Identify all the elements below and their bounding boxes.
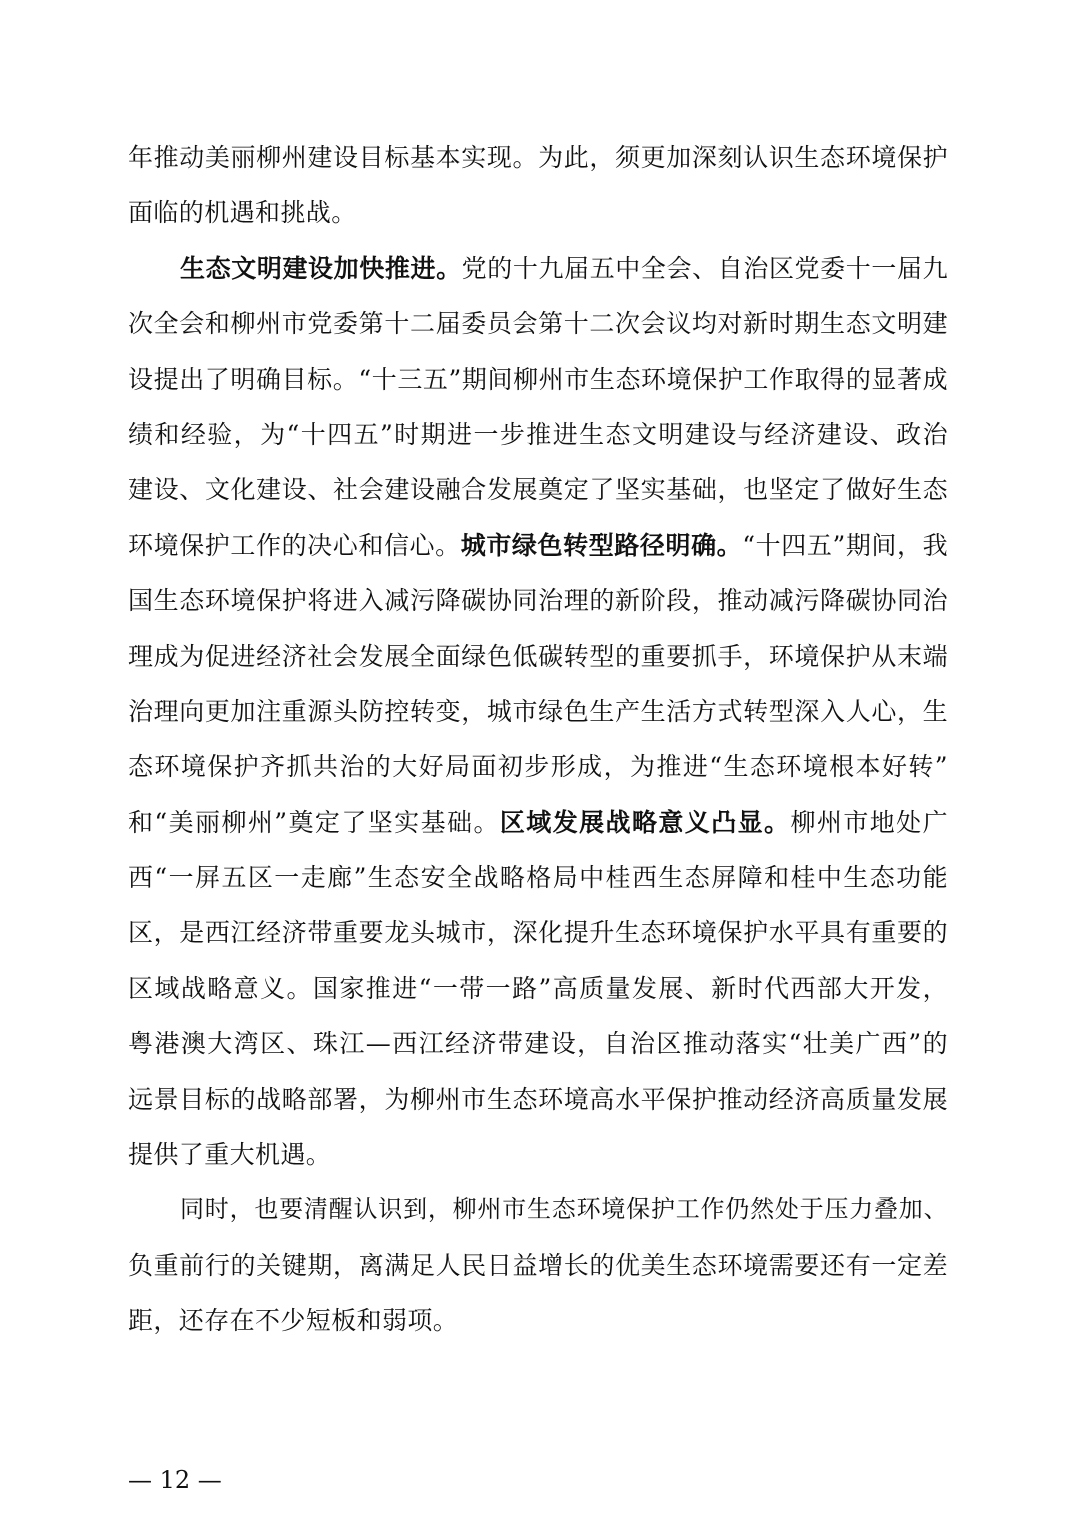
text-line [128, 905, 948, 960]
text-run: 同时，也要清醒认识到，柳州市生态环境保护工作仍然处于压力叠加、 [180, 1195, 948, 1224]
text-run: 远景目标的战略部署，为柳州市生态环境高水平保护推动经济高质量发展 [128, 1084, 948, 1114]
text-line [128, 241, 948, 296]
text-run: 建设、文化建设、社会建设融合发展奠定了坚实基础，也坚定了做好生态 [128, 475, 948, 505]
text-run: 区域战略意义。国家推进“一带一路”高质量发展、新时代西部大开发， [128, 973, 948, 1003]
text-run: 态环境保护齐抓共治的大好局面初步形成，为推进“生态环境根本好转” [128, 752, 948, 782]
text-line [128, 795, 948, 850]
text-line [128, 185, 948, 240]
text-run: 西“一屏五区一走廊”生态安全战略格局中桂西生态屏障和桂中生态功能 [128, 863, 948, 893]
text-line [128, 1293, 948, 1348]
text-run: 治理向更加注重源头防控转变，城市绿色生产生活方式转型深入人心，生 [128, 696, 948, 726]
text-run: 理成为促进经济社会发展全面绿色低碳转型的重要抓手，环境保护从末端 [128, 641, 948, 671]
text-line [128, 462, 948, 517]
text-line [128, 1072, 948, 1127]
text-line [128, 850, 948, 905]
text-run: 负重前行的关键期，离满足人民日益增长的优美生态环境需要还有一定差 [128, 1250, 948, 1280]
text-run: 和“美丽柳州”奠定了坚实基础。 [128, 807, 500, 837]
text-run: 年推动美丽柳州建设目标基本实现。为此，须更加深刻认识生态环境保护 [128, 143, 948, 172]
text-run: “十四五”期间，我 [742, 530, 948, 560]
text-line [128, 1016, 948, 1071]
bold-heading-run: 生态文明建设加快推进。 [180, 253, 462, 283]
text-line [128, 352, 948, 407]
text-line [128, 130, 948, 185]
text-line [128, 684, 948, 739]
text-line [128, 407, 948, 462]
bold-heading-run: 区域发展战略意义凸显。 [499, 807, 791, 837]
body-text [128, 130, 948, 1349]
text-line [128, 739, 948, 794]
text-line [128, 1182, 948, 1237]
text-line [128, 518, 948, 573]
text-run: 提供了重大机遇。 [128, 1140, 332, 1170]
text-run: 设提出了明确目标。“十三五”期间柳州市生态环境保护工作取得的显著成 [128, 364, 948, 394]
page-number: — 12 — [128, 1466, 222, 1494]
text-line [128, 1127, 948, 1182]
text-line [128, 296, 948, 351]
text-run: 粤港澳大湾区、珠江—西江经济带建设，自治区推动落实“壮美广西”的 [128, 1029, 948, 1059]
text-run: 面临的机遇和挑战。 [128, 198, 357, 228]
text-run: 次全会和柳州市党委第十二届委员会第十二次会议均对新时期生态文明建 [128, 309, 948, 339]
text-run: 环境保护工作的决心和信心。 [128, 530, 461, 560]
text-line [128, 629, 948, 684]
text-line [128, 573, 948, 628]
text-run: 柳州市地处广 [790, 807, 948, 837]
text-run: 国生态环境保护将进入减污降碳协同治理的新阶段，推动减污降碳协同治 [128, 586, 948, 616]
text-run: 区，是西江经济带重要龙头城市，深化提升生态环境保护水平具有重要的 [128, 918, 948, 948]
text-run: 绩和经验，为“十四五”时期进一步推进生态文明建设与经济建设、政治 [128, 419, 948, 449]
text-line [128, 961, 948, 1016]
text-line [128, 1238, 948, 1293]
text-run: 党的十九届五中全会、自治区党委十一届九 [461, 253, 948, 283]
bold-heading-run: 城市绿色转型路径明确。 [460, 530, 743, 560]
text-run: 距，还存在不少短板和弱项。 [128, 1306, 459, 1336]
